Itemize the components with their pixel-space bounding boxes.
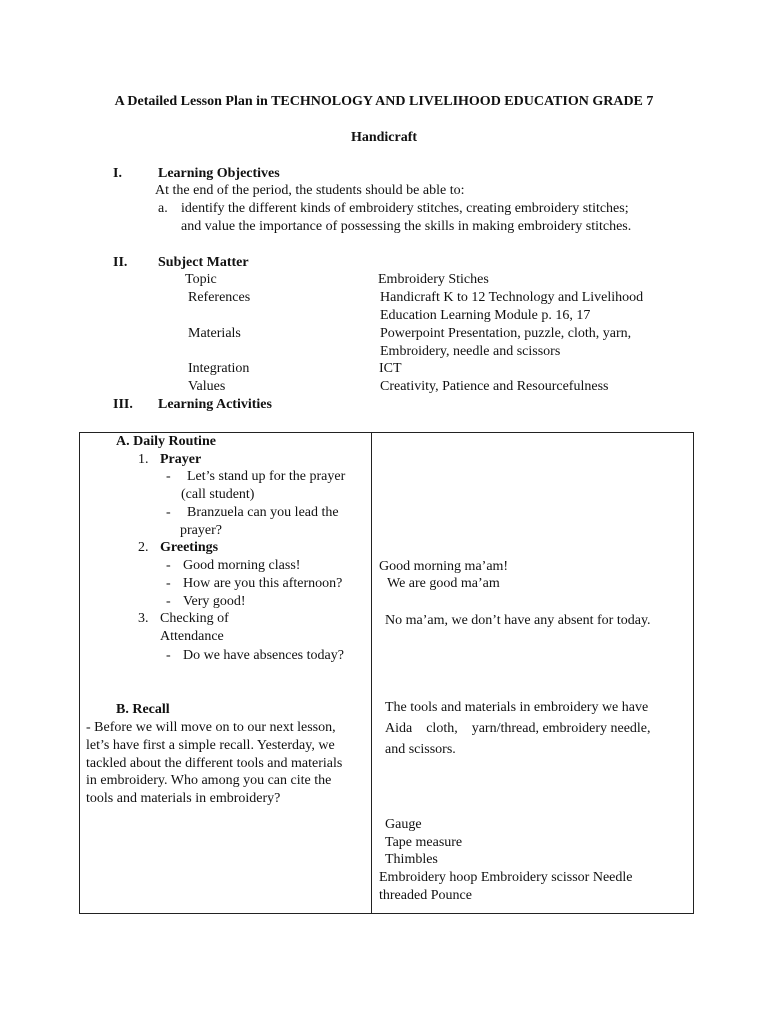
- recall-line4: in embroidery. Who among you can cite the: [86, 773, 332, 788]
- recall-line2: let’s have first a simple recall. Yesterday, we: [86, 738, 335, 753]
- bullet-dash: -: [166, 648, 171, 663]
- topic-label: Topic: [185, 272, 217, 287]
- bullet-dash: -: [166, 594, 171, 609]
- objectives-heading: Learning Objectives: [158, 166, 280, 181]
- objectives-numeral: I.: [113, 166, 122, 181]
- values-label: Values: [188, 379, 226, 394]
- objectives-item-line2: and value the importance of possessing the skills in making embroidery stitches.: [181, 219, 632, 234]
- bullet-dash: -: [166, 505, 171, 520]
- tool-item-4: Embroidery hoop Embroidery scissor Needle: [379, 870, 633, 885]
- recall-line5: tools and materials in embroidery?: [86, 791, 281, 806]
- materials-label: Materials: [188, 326, 241, 341]
- recall-line3: tackled about the different tools and materials: [86, 756, 343, 771]
- objectives-item-letter: a.: [158, 201, 168, 216]
- bullet-dash: -: [166, 558, 171, 573]
- tool-item-2: Tape measure: [385, 835, 463, 850]
- activities-numeral: III.: [113, 397, 133, 412]
- daily-routine-heading: A. Daily Routine: [116, 434, 216, 449]
- greeting-response2: We are good ma’am: [387, 576, 500, 591]
- integration-value: ICT: [379, 361, 402, 376]
- table-column-divider: [371, 432, 372, 914]
- activities-heading: Learning Activities: [158, 397, 272, 412]
- recall-response-line3: and scissors.: [385, 742, 456, 757]
- tool-item-1: Gauge: [385, 817, 422, 832]
- tool-item-3: Thimbles: [385, 852, 438, 867]
- prayer-heading: Prayer: [160, 452, 202, 467]
- recall-heading: B. Recall: [116, 702, 170, 717]
- prayer-bullet1-line2: (call student): [181, 487, 255, 502]
- prayer-bullet1-line1: Let’s stand up for the prayer: [187, 469, 346, 484]
- attendance-response: No ma’am, we don’t have any absent for today.: [385, 613, 651, 628]
- greeting-bullet3: Very good!: [183, 594, 246, 609]
- recall-line1: - Before we will move on to our next lesson,: [86, 720, 336, 735]
- greeting-bullet2: How are you this afternoon?: [183, 576, 343, 591]
- subject-matter-numeral: II.: [113, 255, 128, 270]
- objectives-item-line1: identify the different kinds of embroidery stitches, creating embroidery stitches;: [181, 201, 629, 216]
- subject-matter-heading: Subject Matter: [158, 255, 249, 270]
- recall-response-line2: Aida cloth, yarn/thread, embroidery needle,: [385, 721, 651, 736]
- references-line2: Education Learning Module p. 16, 17: [380, 308, 591, 323]
- recall-response-line1: The tools and materials in embroidery we have: [385, 700, 649, 715]
- greetings-heading: Greetings: [160, 540, 219, 555]
- page-title: A Detailed Lesson Plan in TECHNOLOGY AND LIVELIHOOD EDUCATION GRADE 7: [114, 94, 654, 109]
- greeting-bullet1: Good morning class!: [183, 558, 301, 573]
- bullet-dash: -: [166, 469, 171, 484]
- references-label: References: [188, 290, 251, 305]
- attendance-heading-line2: Attendance: [160, 629, 224, 644]
- attendance-number: 3.: [138, 611, 149, 626]
- prayer-bullet2-line2: prayer?: [180, 523, 222, 538]
- greetings-number: 2.: [138, 540, 149, 555]
- bullet-dash: -: [166, 576, 171, 591]
- greeting-response1: Good morning ma’am!: [379, 559, 509, 574]
- references-line1: Handicraft K to 12 Technology and Livelihood: [380, 290, 644, 305]
- attendance-bullet1: Do we have absences today?: [183, 648, 344, 663]
- values-value: Creativity, Patience and Resourcefulness: [380, 379, 609, 394]
- prayer-number: 1.: [138, 452, 149, 467]
- integration-label: Integration: [188, 361, 250, 376]
- materials-line2: Embroidery, needle and scissors: [380, 344, 561, 359]
- subject-title: Handicraft: [350, 130, 418, 145]
- prayer-bullet2-line1: Branzuela can you lead the: [187, 505, 339, 520]
- objectives-intro: At the end of the period, the students should be able to:: [155, 183, 465, 198]
- tool-item-5: threaded Pounce: [379, 888, 472, 903]
- attendance-heading-line1: Checking of: [160, 611, 229, 626]
- topic-value: Embroidery Stiches: [378, 272, 489, 287]
- materials-line1: Powerpoint Presentation, puzzle, cloth, yarn,: [380, 326, 632, 341]
